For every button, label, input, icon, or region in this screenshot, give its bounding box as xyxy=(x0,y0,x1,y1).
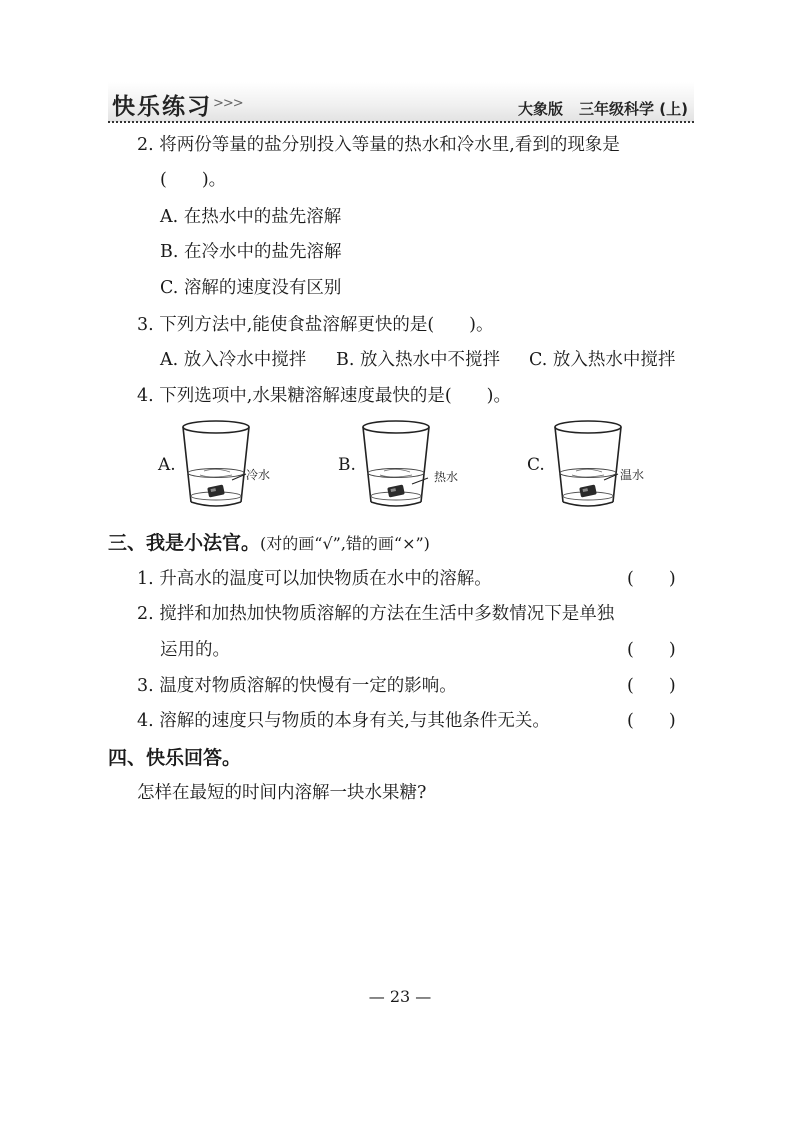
section3-heading xyxy=(108,528,430,555)
s3-item-1: 1. 升高水的温度可以加快物质在水中的溶解。 xyxy=(137,569,492,589)
s3-item-3-answer-blank[interactable]: ( ) xyxy=(627,676,676,696)
section3-note: (对的画“√”,错的画“×”) xyxy=(260,534,430,553)
q4-option-b-label: B. xyxy=(338,455,356,475)
q4-option-a-label: A. xyxy=(158,455,176,475)
q3-option-c: C. 放入热水中搅拌 xyxy=(529,350,676,370)
header-book-info xyxy=(518,98,688,119)
s3-item-1-answer-blank[interactable]: ( ) xyxy=(627,569,676,589)
grade-label: 三年级科学 (上) xyxy=(579,100,688,118)
q4-cup-a-tag: 冷水 xyxy=(246,468,271,482)
page-number: — 23 — xyxy=(368,987,432,1006)
header-dotted-rule xyxy=(108,121,694,123)
q4-cup-c-tag: 温水 xyxy=(620,468,645,482)
glass-cold-water-icon xyxy=(180,418,252,510)
glass-warm-water-icon xyxy=(552,418,624,510)
s3-item-2-continued: 运用的。 xyxy=(160,640,230,660)
section3-title: 三、我是小法官。 xyxy=(108,532,261,554)
q4-stem: 4. 下列选项中,水果糖溶解速度最快的是( )。 xyxy=(137,386,511,406)
q3-stem: 3. 下列方法中,能使食盐溶解更快的是( )。 xyxy=(137,315,494,335)
s3-item-4: 4. 溶解的速度只与物质的本身有关,与其他条件无关。 xyxy=(137,711,550,731)
q4-option-c-label: C. xyxy=(527,455,545,475)
q2-answer-blank[interactable]: ( )。 xyxy=(160,170,227,190)
section4-question: 怎样在最短的时间内溶解一块水果糖? xyxy=(137,783,427,803)
q2-stem: 2. 将两份等量的盐分别投入等量的热水和冷水里,看到的现象是 xyxy=(137,135,620,155)
q3-option-b: B. 放入热水中不搅拌 xyxy=(336,350,500,370)
s3-item-2-answer-blank[interactable]: ( ) xyxy=(627,640,676,660)
header-title: 快乐练习 xyxy=(112,94,212,120)
section4-title: 四、快乐回答。 xyxy=(108,747,242,769)
s3-item-3: 3. 温度对物质溶解的快慢有一定的影响。 xyxy=(137,676,457,696)
header-arrows: >>> xyxy=(213,96,243,111)
q4-cup-b-tag: 热水 xyxy=(434,470,459,484)
glass-hot-water-icon xyxy=(360,418,432,510)
q3-option-a: A. 放入冷水中搅拌 xyxy=(160,350,307,370)
s3-item-2: 2. 搅拌和加热加快物质溶解的方法在生活中多数情况下是单独 xyxy=(137,604,615,624)
q2-option-c: C. 溶解的速度没有区别 xyxy=(160,278,342,298)
q2-option-a: A. 在热水中的盐先溶解 xyxy=(160,207,342,227)
q2-option-b: B. 在冷水中的盐先溶解 xyxy=(160,242,342,262)
s3-item-4-answer-blank[interactable]: ( ) xyxy=(627,711,676,731)
edition-label: 大象版 xyxy=(518,100,564,118)
